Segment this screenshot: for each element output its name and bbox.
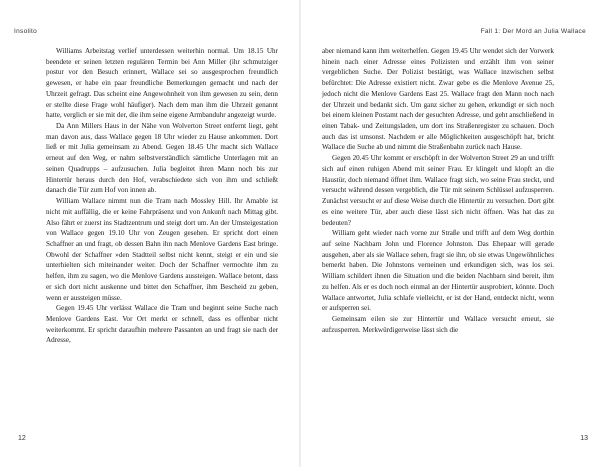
page-number-left: 12 (18, 435, 26, 442)
page-number-right: 13 (580, 435, 588, 442)
paragraph: Williams Arbeitstag verlief unterdessen weiterhin normal. Um 18.15 Uhr beendete er seinen letzten regulären Termin bei Ann Miller (ihr schmutziger postur vor den Besuch erinnert, Wallace sei so ausgesprochen freundlich gewesen, er habe ein paar freundliche Bemerkungen gemacht und nach der Uhrzeit gefragt. Das scheint eine Angewohnheit von ihm gewesen zu sein, denn er stellte diese Frage wohl häufiger). Nach dem man ihm die Uhrzeit genannt hatte, verglich er sie mit der, die ihm seine eigene Armbanduhr angezeigt wurde. (46, 47, 278, 120)
running-head-right: Fall 1: Der Mord an Julia Wallace (480, 28, 586, 35)
body-text-left (46, 46, 278, 346)
paragraph: aber niemand kann ihm weiterhelfen. Gegen 19.45 Uhr wendet sich der Vorwerk hinein nach einer Adresse eines Polizisten und erzählt ihm von seiner vergeblichen Suche. Der Polizist bestätigt, was Wallace inzwischen selbst befürchtet: Die Adresse existiert nicht. Zwar gebe es die Menlove Avenue 25, jedoch nicht die Menlove Gardens East 25. Wallace fragt den Mann noch nach der Uhrzeit und bedankt sich. Um ganz sicher zu gehen, erkundigt er sich noch bei einem kleinen Postamt nach der gesuchten Adresse, und geht anschließend in einen Tabak- und Zeitungsladen, um dort ins Straßenregister zu schauen. Doch auch das ist umsonst. Nachdem er alle Möglichkeiten ausgeschöpft hat, bricht Wallace die Suche ab und nimmt die Straßenbahn zurück nach Hause. (322, 47, 554, 152)
paragraph: Gemeinsam eilen sie zur Hintertür und Wallace versucht erneut, sie aufzusperren. Merkwürdigerweise lässt sich die (322, 314, 554, 334)
paragraph: Gegen 19.45 Uhr verlässt Wallace die Tram und beginnt seine Suche nach Menlove Gardens East. Vor Ort merkt er schnell, dass es offenbar nicht weiterkommt. Er spricht daraufhin mehrere Passanten an und fragt sie nach der Adresse, (46, 304, 278, 345)
paragraph: Gegen 20.45 Uhr kommt er erschöpft in der Wolverton Street 29 an und trifft sich auf einen ruhigen Abend mit seiner Frau. Er klingelt und klopft an die Haustür, doch niemand öffnet ihm. Wallace fragt sich, wo seine Frau steckt, und versucht während dessen vergeblich, die Tür mit seinem Schlüssel aufzusperren. Zunächst versucht er auf diese Weise durch die Hintertür zu versuchen. Dort gibt es eine weitere Tür, aber auch diese lässt sich nicht öffnen. Was hat das zu bedeuten? (322, 154, 554, 227)
paragraph: Da Ann Millers Haus in der Nähe von Wolverton Street entfernt liegt, geht man davon aus, dass Wallace gegen 18 Uhr wieder zu Hause ankommen. Dort ließ er mit Julia gemeinsam zu Abend. Gegen 18.45 Uhr macht sich Wallace erneut auf den Weg, er nahm selbstverständlich sämtliche Unterlagen mit an seinen Quadrupps – aufzusuchen. Julia begleitet ihren Mann noch bis zur Hintertür heraus durch den Hof, verabschiedete sich von ihm und schließt danach die Tür zum Hof von innen ab. (46, 122, 278, 195)
paragraph: William Wallace nimmt nun die Tram nach Mossley Hill. Ihr Amable ist nicht mit auffällig, die er keine Fahrpräsenz und von Ankunft nach Mittag gibt. Also fährt er zuerst ins Stadtzentrum und steigt dort um. An der Umsteigestation von Wallace gegen 19.10 Uhr von Zeugen gesehen. Er spricht dort einen Schaffner an und fragt, ob dessen Bahn ihn nach Menlove Gardens East bringe. Obwohl der Schaffner »den Stadtteil selbst nicht kennt, steigt er ein und sie unterhielten sich miteinander weiter. Doch der Schaffner vermochte ihm zu helfen, ihm zu sagen, wo die Menlove Gardens aussteigen. Wallace betont, dass er sich dort nicht auskenne und bittet den Schaffner, ihm Bescheid zu geben, wenn er aussteigen müsse. (46, 197, 278, 302)
body-text-right (322, 46, 554, 335)
paragraph: William geht wieder nach vorne zur Straße und trifft auf dem Weg dorthin auf seine Nachbarn John und Florence Johnston. Das Ehepaar will gerade ausgehen, aber als sie Wallace sehen, fragt sie ihn, ob sie etwas Ungewöhnliches bemerkt haben. Die Johnstons verneinen und erkundigen sich, was los sei. William schildert ihnen die Situation und die beiden Nachbarn sind bereit, ihm zu helfen. Als er es doch noch einmal an der Hintertür ausprobiert, könnte. Doch Wallace antwortet, Julia schlafe vielleicht, er ist der Hand, entdeckt nicht, wenn er aufsperren sei. (322, 229, 554, 313)
running-head-left: Insolito (14, 28, 37, 35)
right-page (300, 0, 600, 467)
